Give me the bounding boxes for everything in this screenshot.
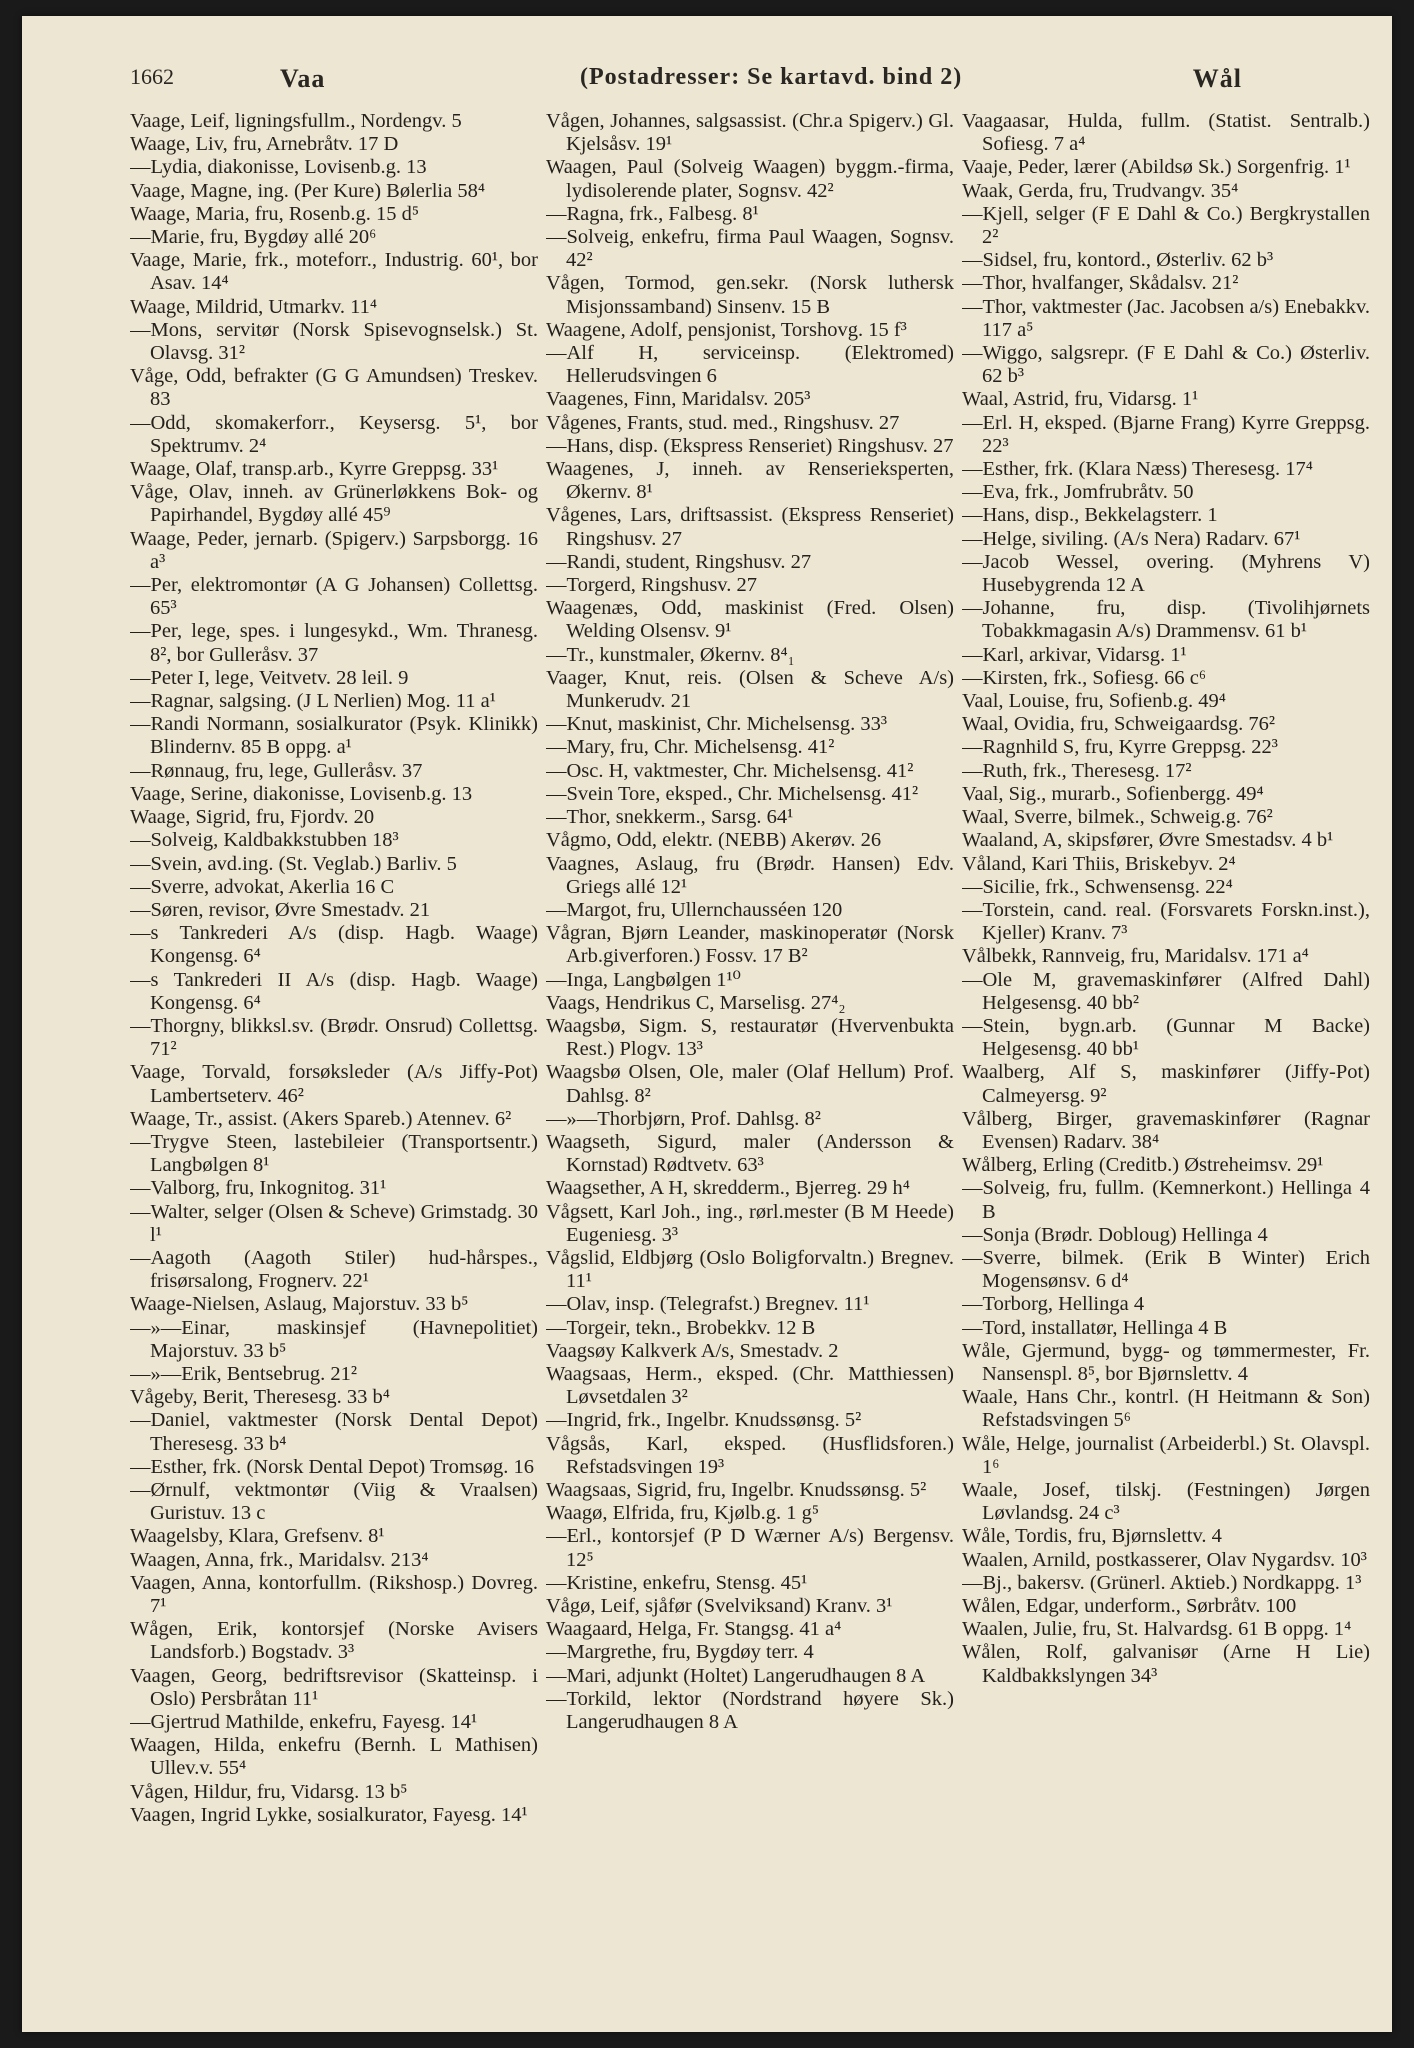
- directory-entry: Vaagen, Georg, bedriftsrevisor (Skatteinsp. i Oslo) Persbråtan 11¹: [130, 1664, 538, 1710]
- directory-entry: Vågen, Tormod, gen.sekr. (Norsk luthersk Misjonssamband) Sinsenv. 15 B: [546, 272, 954, 318]
- directory-entry: Wågen, Erik, kontorsjef (Norske Avisers Landsforb.) Bogstadv. 3³: [130, 1618, 538, 1664]
- directory-entry: —Per, lege, spes. i lungesykd., Wm. Thranesg. 8², bor Gulleråsv. 37: [130, 620, 538, 666]
- directory-entry: —Torborg, Hellinga 4: [962, 1293, 1145, 1316]
- directory-entry: Våland, Kari Thiis, Briskebyv. 2⁴: [962, 852, 1236, 875]
- directory-entry: —Gjertrud Mathilde, enkefru, Fayesg. 14¹: [130, 1711, 478, 1734]
- directory-entry: Vaagsøy Kalkverk A/s, Smestadv. 2: [546, 1339, 839, 1362]
- directory-entry: Vaage, Magne, ing. (Per Kure) Bølerlia 58⁴: [130, 179, 485, 202]
- directory-entry: Vågenes, Frants, stud. med., Ringshusv. 27: [546, 411, 900, 434]
- directory-entry: Vaage, Leif, ligningsfullm., Nordengv. 5: [130, 110, 462, 132]
- column-1: [130, 110, 538, 2010]
- directory-entry: Waalen, Julie, fru, St. Halvardsg. 61 B oppg. 1⁴: [962, 1618, 1352, 1641]
- directory-entry: Waage, Sigrid, fru, Fjordv. 20: [130, 806, 375, 829]
- directory-entry: Waal, Ovidia, fru, Schweigaardsg. 76²: [962, 713, 1276, 736]
- directory-entry: Waage, Tr., assist. (Akers Spareb.) Atennev. 6²: [130, 1107, 512, 1130]
- directory-entry: Wåle, Gjermund, bygg- og tømmermester, Fr. Nansenspl. 8⁵, bor Bjørnslettv. 4: [962, 1339, 1370, 1385]
- directory-entry: Waagsaas, Sigrid, fru, Ingelbr. Knudssønsg. 5²: [546, 1478, 927, 1501]
- directory-entry: —Ole M, gravemaskinfører (Alfred Dahl) Helgesensg. 40 bb²: [962, 968, 1370, 1014]
- directory-entry: —Solveig, enkefru, firma Paul Waagen, Sognsv. 42²: [546, 226, 954, 272]
- directory-entry: —Rønnaug, fru, lege, Gulleråsv. 37: [130, 759, 423, 782]
- directory-entry: —Wiggo, salgsrepr. (F E Dahl & Co.) Østerliv. 62 b³: [962, 342, 1370, 388]
- directory-entry: —Helge, siviling. (A/s Nera) Radarv. 67¹: [962, 527, 1301, 550]
- directory-entry: —Kjell, selger (F E Dahl & Co.) Bergkrystallen 2²: [962, 202, 1370, 249]
- directory-entry: Vågran, Bjørn Leander, maskinoperatør (Norsk Arb.giverforen.) Fossv. 17 B²: [546, 922, 954, 968]
- directory-entry: Waagen, Paul (Solveig Waagen) byggm.-firma, lydisolerende plater, Sognsv. 42²: [546, 156, 954, 202]
- directory-entry: Vågsås, Karl, eksped. (Husflidsforen.) Refstadsvingen 19³: [546, 1432, 954, 1478]
- directory-entry: Vaagenes, Finn, Maridalsv. 205³: [546, 388, 811, 411]
- directory-entry: Waagenes, J, inneh. av Renserieksperten, Økernv. 8¹: [546, 458, 954, 504]
- directory-entry: —»—Thorbjørn, Prof. Dahlsg. 8²: [546, 1107, 821, 1130]
- directory-entry: Vågen, Johannes, salgsassist. (Chr.a Spigerv.) Gl. Kjelsåsv. 19¹: [546, 110, 954, 156]
- directory-entry: —Tr., kunstmaler, Økernv. 8⁴₁: [546, 643, 795, 666]
- directory-entry: —Kirsten, frk., Sofiesg. 66 c⁶: [962, 666, 1206, 689]
- directory-entry: Waagenæs, Odd, maskinist (Fred. Olsen) Welding Olsensv. 9¹: [546, 597, 954, 643]
- directory-entry: Waagsbø Olsen, Ole, maler (Olaf Hellum) Prof. Dahlsg. 8²: [546, 1061, 954, 1107]
- directory-entry: Vaagen, Anna, kontorfullm. (Rikshosp.) Dovreg. 7¹: [130, 1571, 538, 1617]
- directory-entry: —Odd, skomakerforr., Keysersg. 5¹, bor Spektrumv. 2⁴: [130, 411, 538, 457]
- directory-entry: Waagsaas, Herm., eksped. (Chr. Matthiessen) Løvsetdalen 3²: [546, 1362, 954, 1409]
- column-3: [962, 110, 1370, 2010]
- directory-entry: Waagen, Anna, frk., Maridalsv. 213⁴: [130, 1548, 429, 1571]
- directory-entry: Waale, Hans Chr., kontrl. (H Heitmann & Son) Refstadsvingen 5⁶: [962, 1386, 1370, 1432]
- directory-entry: —Peter I, lege, Veitvetv. 28 leil. 9: [130, 666, 409, 689]
- directory-entry: —Lydia, diakonisse, Lovisenb.g. 13: [130, 156, 427, 179]
- directory-entry: Waaland, A, skipsfører, Øvre Smestadsv. 4 b¹: [962, 829, 1334, 852]
- directory-entry: —Mari, adjunkt (Holtet) Langerudhaugen 8 A: [546, 1664, 926, 1687]
- entry-columns: [130, 110, 1370, 2010]
- directory-entry: —Thorgny, blikksl.sv. (Brødr. Onsrud) Collettsg. 71²: [130, 1014, 538, 1061]
- directory-entry: —Torgerd, Ringshusv. 27: [546, 574, 757, 597]
- directory-entry: Waagø, Elfrida, fru, Kjølb.g. 1 g⁵: [546, 1502, 820, 1525]
- directory-entry: Waale, Josef, tilskj. (Festningen) Jørgen Løvlandsg. 24 c³: [962, 1478, 1370, 1525]
- directory-entry: Waagsether, A H, skredderm., Bjerreg. 29 h⁴: [546, 1177, 910, 1200]
- header-left-word: Vaa: [280, 64, 326, 93]
- directory-entry: —Olav, insp. (Telegrafst.) Bregnev. 11¹: [546, 1293, 870, 1316]
- directory-entry: —Thor, hvalfanger, Skådalsv. 21²: [962, 272, 1239, 295]
- directory-entry: —Esther, frk. (Norsk Dental Depot) Tromsøg. 16: [130, 1455, 535, 1478]
- directory-entry: Waagelsby, Klara, Grefsenv. 8¹: [130, 1525, 385, 1548]
- directory-entry: —Torstein, cand. real. (Forsvarets Forskn.inst.), Kjeller) Kranv. 7³: [962, 898, 1370, 945]
- directory-entry: —Solveig, Kaldbakkstubben 18³: [130, 829, 399, 852]
- directory-entry: —Sidsel, fru, kontord., Østerliv. 62 b³: [962, 249, 1274, 272]
- directory-entry: Waage, Mildrid, Utmarkv. 11⁴: [130, 295, 378, 318]
- directory-entry: Vaags, Hendrikus C, Marselisg. 27⁴₂: [546, 991, 846, 1014]
- directory-entry: Vågø, Leif, sjåfør (Svelviksand) Kranv. 3¹: [546, 1595, 893, 1617]
- directory-entry: —Sverre, bilmek. (Erik B Winter) Erich Mogensønsv. 6 d⁴: [962, 1246, 1370, 1293]
- directory-entry: —Ingrid, frk., Ingelbr. Knudssønsg. 5²: [546, 1409, 862, 1432]
- directory-entry: —Randi, student, Ringshusv. 27: [546, 550, 812, 573]
- directory-entry: Waalen, Arnild, postkasserer, Olav Nygardsv. 10³: [962, 1548, 1367, 1571]
- directory-entry: —Esther, frk. (Klara Næss) Theresesg. 17⁴: [962, 458, 1313, 481]
- directory-entry: Våge, Olav, inneh. av Grünerløkkens Bok- og Papirhandel, Bygdøy allé 45⁹: [130, 481, 538, 527]
- directory-entry: —Sonja (Brødr. Dobloug) Hellinga 4: [962, 1223, 1268, 1246]
- directory-entry: Vågmo, Odd, elektr. (NEBB) Akerøv. 26: [546, 829, 882, 852]
- directory-entry: Waak, Gerda, fru, Trudvangv. 35⁴: [962, 179, 1239, 202]
- directory-entry: —Hans, disp. (Ekspress Renseriet) Ringshusv. 27: [546, 434, 954, 457]
- directory-entry: Vaage, Torvald, forsøksleder (A/s Jiffy-Pot) Lambertseterv. 46²: [130, 1061, 538, 1107]
- directory-entry: Wålberg, Erling (Creditb.) Østreheimsv. 29¹: [962, 1154, 1324, 1177]
- directory-entry: —»—Einar, maskinsjef (Havnepolitiet) Majorstuv. 33 b⁵: [130, 1316, 538, 1362]
- directory-entry: —Stein, bygn.arb. (Gunnar M Backe) Helgesensg. 40 bb¹: [962, 1014, 1370, 1061]
- directory-entry: Waagaard, Helga, Fr. Stangsg. 41 a⁴: [546, 1618, 842, 1641]
- directory-entry: Wålen, Edgar, underform., Sørbråtv. 100: [962, 1595, 1297, 1617]
- directory-entry: —Alf H, serviceinsp. (Elektromed) Hellerudsvingen 6: [546, 342, 954, 388]
- directory-entry: Waalberg, Alf S, maskinfører (Jiffy-Pot) Calmeyersg. 9²: [962, 1061, 1370, 1107]
- directory-entry: —Karl, arkivar, Vidarsg. 1¹: [962, 643, 1187, 666]
- directory-entry: Wåle, Tordis, fru, Bjørnslettv. 4: [962, 1525, 1222, 1548]
- directory-entry: Wåle, Helge, journalist (Arbeiderbl.) St. Olavspl. 1⁶: [962, 1432, 1370, 1478]
- directory-entry: Waagene, Adolf, pensjonist, Torshovg. 15 f³: [546, 318, 907, 341]
- directory-entry: Vågsett, Karl Joh., ing., rørl.mester (B M Heede) Eugeniesg. 3³: [546, 1200, 954, 1246]
- directory-entry: —Mons, servitør (Norsk Spisevognselsk.) St. Olavsg. 31²: [130, 318, 538, 365]
- directory-entry: —Hans, disp., Bekkelagsterr. 1: [962, 504, 1218, 527]
- directory-entry: Vaagaasar, Hulda, fullm. (Statist. Sentralb.) Sofiesg. 7 a⁴: [962, 110, 1370, 156]
- directory-entry: —Johanne, fru, disp. (Tivolihjørnets Tobakkmagasin A/s) Drammensv. 61 b¹: [962, 597, 1370, 643]
- directory-entry: —Thor, vaktmester (Jac. Jacobsen a/s) Enebakkv. 117 a⁵: [962, 295, 1370, 341]
- directory-entry: —Thor, snekkerm., Sarsg. 64¹: [546, 806, 794, 829]
- directory-entry: Waage, Liv, fru, Arnebråtv. 17 D: [130, 133, 399, 156]
- directory-entry: —Ragnar, salgsing. (J L Nerlien) Mog. 11 a¹: [130, 690, 496, 713]
- directory-page: [22, 16, 1392, 2032]
- directory-entry: —Ragna, frk., Falbesg. 8¹: [546, 202, 759, 225]
- directory-entry: Waal, Sverre, bilmek., Schweig.g. 76²: [962, 806, 1273, 829]
- directory-entry: —Margrethe, fru, Bygdøy terr. 4: [546, 1641, 814, 1664]
- page-number: 1662: [130, 64, 174, 89]
- directory-entry: —Daniel, vaktmester (Norsk Dental Depot) Theresesg. 33 b⁴: [130, 1409, 538, 1455]
- directory-entry: Vågen, Hildur, fru, Vidarsg. 13 b⁵: [130, 1780, 408, 1803]
- directory-entry: —Jacob Wessel, overing. (Myhrens V) Husebygrenda 12 A: [962, 550, 1370, 597]
- header-right-word: Wål: [1192, 64, 1242, 93]
- directory-entry: Vaage, Marie, frk., moteforr., Industrig. 60¹, bor Asav. 14⁴: [130, 249, 538, 295]
- directory-entry: —Walter, selger (Olsen & Scheve) Grimstadg. 30 l¹: [130, 1200, 538, 1246]
- directory-entry: Vaage, Serine, diakonisse, Lovisenb.g. 13: [130, 782, 473, 805]
- directory-entry: —Sicilie, frk., Schwensensg. 22⁴: [962, 875, 1233, 898]
- directory-entry: —Erl., kontorsjef (P D Wærner A/s) Bergensv. 12⁵: [546, 1525, 954, 1571]
- directory-entry: —Per, elektromontør (A G Johansen) Collettsg. 65³: [130, 574, 538, 620]
- directory-entry: —Aagoth (Aagoth Stiler) hud-hårspes., frisørsalong, Frognerv. 22¹: [130, 1246, 538, 1293]
- directory-entry: —Randi Normann, sosialkurator (Psyk. Klinikk) Blindernv. 85 B oppg. a¹: [130, 713, 538, 759]
- directory-entry: Vågenes, Lars, driftsassist. (Ekspress Renseriet) Ringshusv. 27: [546, 504, 954, 550]
- directory-entry: —Margot, fru, Ullernchausséen 120: [546, 898, 843, 921]
- directory-entry: —Trygve Steen, lastebileier (Transportsentr.) Langbølgen 8¹: [130, 1130, 538, 1177]
- directory-entry: Vaager, Knut, reis. (Olsen & Scheve A/s) Munkerudv. 21: [546, 666, 954, 713]
- directory-entry: —Marie, fru, Bygdøy allé 20⁶: [130, 226, 377, 249]
- directory-entry: —Osc. H, vaktmester, Chr. Michelsensg. 41²: [546, 759, 914, 782]
- directory-entry: Vaal, Sig., murarb., Sofienbergg. 49⁴: [962, 782, 1264, 805]
- directory-entry: Waal, Astrid, fru, Vidarsg. 1¹: [962, 388, 1199, 411]
- directory-entry: Vågeby, Berit, Theresesg. 33 b⁴: [130, 1386, 390, 1409]
- directory-entry: Vålberg, Birger, gravemaskinfører (Ragnar Evensen) Radarv. 38⁴: [962, 1107, 1370, 1153]
- directory-entry: —»—Erik, Bentsebrug. 21²: [130, 1362, 358, 1385]
- directory-entry: Waagseth, Sigurd, maler (Andersson & Kornstad) Rødtvetv. 63³: [546, 1130, 954, 1177]
- directory-entry: —Ragnhild S, fru, Kyrre Greppsg. 22³: [962, 736, 1278, 759]
- directory-entry: —Søren, revisor, Øvre Smestadv. 21: [130, 898, 431, 921]
- directory-entry: —Svein Tore, eksped., Chr. Michelsensg. 41²: [546, 782, 919, 805]
- header-center-text: (Postadresser: Se kartavd. bind 2): [580, 64, 963, 90]
- directory-entry: Waage, Peder, jernarb. (Spigerv.) Sarpsborgg. 16 a³: [130, 527, 538, 573]
- directory-entry: —Erl. H, eksped. (Bjarne Frang) Kyrre Greppsg. 22³: [962, 411, 1370, 457]
- directory-entry: Waage-Nielsen, Aslaug, Majorstuv. 33 b⁵: [130, 1293, 469, 1316]
- column-2: [546, 110, 954, 2010]
- directory-entry: —Inga, Langbølgen 1¹⁰: [546, 968, 741, 991]
- directory-entry: —Ørnulf, vektmontør (Viig & Vraalsen) Guristuv. 13 c: [130, 1478, 538, 1525]
- directory-entry: Vaagen, Ingrid Lykke, sosialkurator, Fayesg. 14¹: [130, 1803, 528, 1826]
- directory-entry: Waagsbø, Sigm. S, restauratør (Hvervenbukta Rest.) Plogv. 13³: [546, 1014, 954, 1061]
- directory-entry: Vaal, Louise, fru, Sofienb.g. 49⁴: [962, 690, 1226, 713]
- directory-entry: —s Tankrederi II A/s (disp. Hagb. Waage) Kongensg. 6⁴: [130, 968, 538, 1014]
- directory-entry: Waagen, Hilda, enkefru (Bernh. L Mathisen) Ullev.v. 55⁴: [130, 1734, 538, 1780]
- directory-entry: —Sverre, advokat, Akerlia 16 C: [130, 875, 395, 898]
- directory-entry: —Bj., bakersv. (Grünerl. Aktieb.) Nordkappg. 1³: [962, 1571, 1362, 1594]
- directory-entry: Waage, Olaf, transp.arb., Kyrre Greppsg. 33¹: [130, 458, 499, 481]
- directory-entry: —Eva, frk., Jomfrubråtv. 50: [962, 481, 1194, 504]
- directory-entry: Vålbekk, Rannveig, fru, Maridalsv. 171 a⁴: [962, 945, 1309, 968]
- directory-entry: —Torgeir, tekn., Brobekkv. 12 B: [546, 1316, 816, 1339]
- directory-entry: Wålen, Rolf, galvanisør (Arne H Lie) Kaldbakkslyngen 34³: [962, 1641, 1370, 1687]
- directory-entry: Vaagnes, Aslaug, fru (Brødr. Hansen) Edv. Griegs allé 12¹: [546, 852, 954, 898]
- directory-entry: —Valborg, fru, Inkognitog. 31¹: [130, 1177, 387, 1200]
- page-header: [130, 64, 1352, 104]
- directory-entry: Vågslid, Eldbjørg (Oslo Boligforvaltn.) Bregnev. 11¹: [546, 1246, 954, 1293]
- directory-entry: —Kristine, enkefru, Stensg. 45¹: [546, 1571, 808, 1594]
- directory-entry: —Tord, installatør, Hellinga 4 B: [962, 1316, 1228, 1339]
- directory-entry: Vaaje, Peder, lærer (Abildsø Sk.) Sorgenfrig. 1¹: [962, 156, 1351, 179]
- directory-entry: —Ruth, frk., Theresesg. 17²: [962, 759, 1192, 782]
- directory-entry: Waage, Maria, fru, Rosenb.g. 15 d⁵: [130, 202, 420, 225]
- directory-entry: —Solveig, fru, fullm. (Kemnerkont.) Hellinga 4 B: [962, 1177, 1370, 1223]
- directory-entry: —Knut, maskinist, Chr. Michelsensg. 33³: [546, 713, 887, 736]
- directory-entry: Våge, Odd, befrakter (G G Amundsen) Treskev. 83: [130, 365, 538, 411]
- directory-entry: —s Tankrederi A/s (disp. Hagb. Waage) Kongensg. 6⁴: [130, 922, 538, 968]
- directory-entry: —Svein, avd.ing. (St. Veglab.) Barliv. 5: [130, 852, 457, 875]
- directory-entry: —Torkild, lektor (Nordstrand høyere Sk.) Langerudhaugen 8 A: [546, 1687, 954, 1734]
- directory-entry: —Mary, fru, Chr. Michelsensg. 41²: [546, 736, 835, 759]
